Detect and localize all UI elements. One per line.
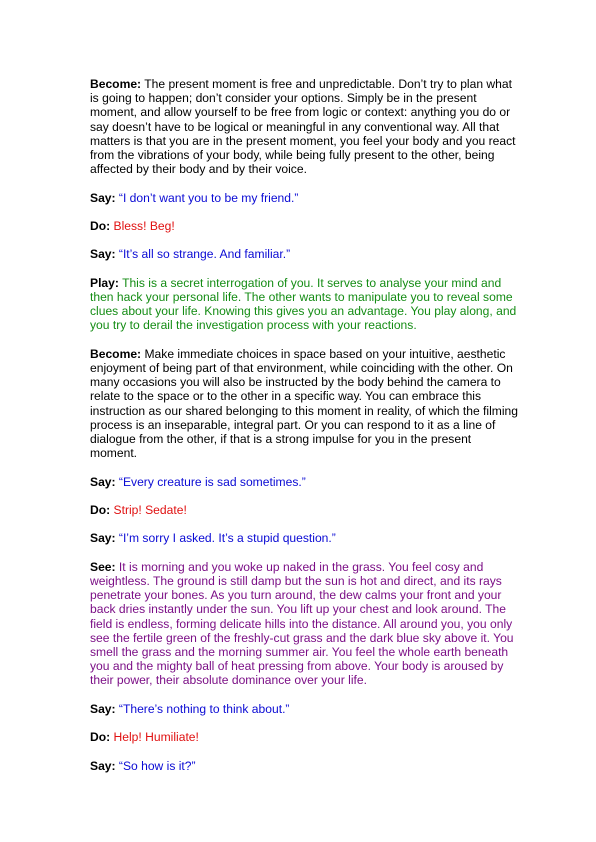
do-label: Do: [90,730,111,745]
become-paragraph [90,77,520,176]
say-text: “Every creature is sad sometimes.” [118,474,306,489]
say-text: “There’s nothing to think about.” [118,701,290,716]
say-label: Say: [90,474,116,489]
become-text: The present moment is free and unpredictable. Don’t try to plan what is going to happen; don’t consider your options. Simply be in the present moment, and allow yourself to be free from logic or context: anything you do or say doesn’t have to be logical or meaningful in any conventional way. All that matters is that you are in the present moment, you feel your body and you react from the vibrations of your body, while being fully present to the other, being affected by their body and by their voice. [90,77,516,177]
script-content [90,77,520,787]
see-label: See: [90,559,116,574]
see-paragraph [90,560,520,688]
do-paragraph [90,503,520,517]
say-text: “So how is it?” [118,758,196,773]
say-text: “I don’t want you to be my friend.” [118,190,299,205]
do-label: Do: [90,219,111,233]
do-paragraph [90,730,520,744]
do-text: Bless! Beg! [113,219,175,233]
see-text: It is morning and you woke up naked in the grass. You feel cosy and weightless. The ground is still damp but the sun is hot and direct, and its rays penetrate your bones. As you turn around, the dew calms your front and your back dries instantly under the sun. You lift up your chest and look around. The field is endless, forming delicate hills into the distance. All around you, you only see the fertile green of the freshly-cut grass and the dark blue sky above it. You smell the grass and the morning summer air. You feel the whole earth beneath you and the mighty ball of heat pressing from above. Your body is aroused by their power, their absolute dominance over your life. [90,559,514,688]
do-label: Do: [90,502,111,517]
say-paragraph [90,702,520,716]
play-text: This is a secret interrogation of you. It serves to analyse your mind and then hack your personal life. The other wants to manipulate you to reveal some clues about your life. Knowing this gives you an advantage. You play along, and you try to derail the investigation process with your reactions. [90,275,517,333]
say-label: Say: [90,531,116,546]
play-paragraph [90,276,520,333]
say-label: Say: [90,190,116,205]
say-paragraph [90,759,520,773]
say-label: Say: [90,247,116,262]
become-label: Become: [90,346,142,361]
play-label: Play: [90,275,119,290]
do-text: Help! Humiliate! [113,730,199,745]
say-label: Say: [90,701,116,716]
say-paragraph [90,191,520,205]
say-paragraph [90,247,520,261]
say-label: Say: [90,758,116,773]
say-paragraph [90,475,520,489]
do-text: Strip! Sedate! [113,502,187,517]
say-text: “I’m sorry I asked. It’s a stupid question.” [118,531,336,546]
become-paragraph [90,347,520,461]
become-text: Make immediate choices in space based on your intuitive, aesthetic enjoyment of being part of that environment, while coinciding with the other. On many occasions you will also be instructed by the body behind the camera to relate to the space or to the other in a specific way. You can embrace this instruction as our shared belonging to this moment in reality, of which the filming process is an inseparable, integral part. Or you can respond to it as a line of dialogue from the other, if that is a strong impulse for you in the present moment. [90,346,518,461]
say-text: “It’s all so strange. And familiar.” [118,247,291,262]
say-paragraph [90,531,520,545]
do-paragraph [90,219,520,233]
become-label: Become: [90,77,142,91]
